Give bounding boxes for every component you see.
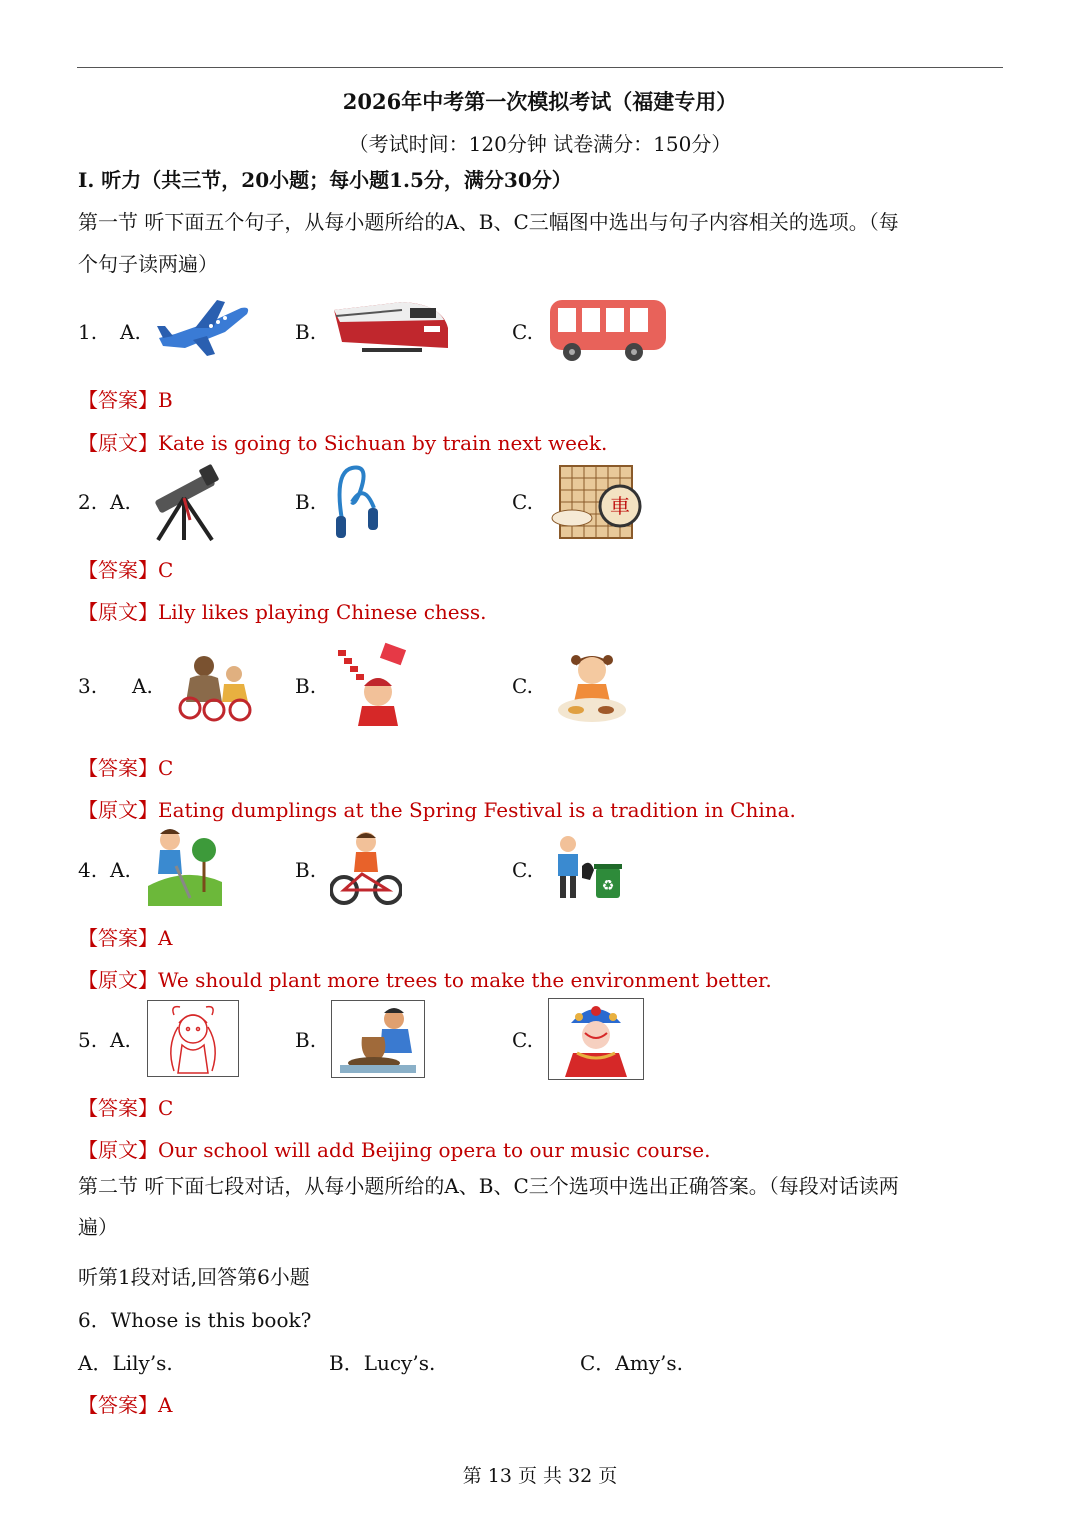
transcript: 【原文】Eating dumplings at the Spring Festival is a tradition in China. — [78, 798, 796, 822]
option-b: B．Lucy’s. — [329, 1351, 436, 1375]
option-c: C．Amy’s. — [580, 1351, 683, 1375]
answer: 【答案】A — [78, 926, 173, 950]
option-c-label: C. — [512, 1028, 533, 1052]
chinese-chess-icon — [548, 462, 644, 542]
girl-eating-icon — [554, 648, 630, 724]
option-c-label: C. — [512, 490, 533, 514]
question-number: 2. — [78, 490, 98, 514]
option-b-label: B. — [295, 858, 317, 882]
part1-instruction-cont: 个句子读两遍） — [78, 252, 218, 276]
header-rule — [77, 67, 1003, 68]
option-c-label: C. — [512, 320, 533, 344]
answer: 【答案】C — [78, 756, 174, 780]
beijing-opera-icon — [548, 998, 644, 1080]
exam-subtitle: （考试时间：120分钟 试卷满分：150分） — [348, 132, 732, 156]
bus-icon — [548, 298, 670, 364]
recycling-icon — [554, 834, 624, 900]
answer: 【答案】C — [78, 558, 174, 582]
option-a: A．Lily’s. — [78, 1351, 173, 1375]
option-a-label: A. — [110, 1028, 131, 1052]
question-number: 3. — [78, 674, 98, 698]
transcript: 【原文】Our school will add Beijing opera to our music course. — [78, 1138, 711, 1162]
option-a-label: A. — [132, 674, 153, 698]
option-b-label: B. — [295, 320, 317, 344]
exam-title: 2026年中考第一次模拟考试（福建专用） — [342, 89, 738, 114]
riding-bike-icon — [330, 830, 402, 906]
part2-instruction-cont: 遍） — [78, 1215, 118, 1239]
pottery-icon — [331, 1000, 425, 1078]
planting-tree-icon — [146, 826, 224, 908]
train-icon — [332, 298, 452, 360]
answer: 【答案】B — [78, 388, 173, 412]
transcript: 【原文】Lily likes playing Chinese chess. — [78, 600, 487, 624]
option-c-label: C. — [512, 858, 533, 882]
question-number: 4. — [78, 858, 98, 882]
transcript: 【原文】Kate is going to Sichuan by train next week. — [78, 431, 608, 455]
firecrackers-icon — [332, 640, 414, 726]
answer: 【答案】A — [78, 1393, 173, 1417]
telescope-icon — [148, 462, 224, 542]
paper-cut-girl-icon — [147, 1000, 239, 1077]
section-heading: I. 听力（共三节，20小题；每小题1.5分，满分30分） — [78, 168, 572, 192]
option-a-label: A. — [110, 858, 131, 882]
question-number: 5. — [78, 1028, 98, 1052]
jump-rope-icon — [330, 462, 386, 542]
option-b-label: B. — [295, 1028, 317, 1052]
question-6: 6．Whose is this book? — [78, 1308, 312, 1332]
question-number: 1. — [78, 320, 98, 344]
svg-text:車: 車 — [610, 494, 630, 518]
part2-instruction: 第二节 听下面七段对话，从每小题所给的A、B、C三个选项中选出正确答案。（每段对话读两 — [78, 1174, 899, 1198]
svg-text:♻: ♻ — [601, 878, 615, 894]
dialog-intro: 听第1段对话,回答第6小题 — [78, 1265, 310, 1289]
option-b-label: B. — [295, 490, 317, 514]
answer: 【答案】C — [78, 1096, 174, 1120]
option-c-label: C. — [512, 674, 533, 698]
part1-instruction: 第一节 听下面五个句子，从每小题所给的A、B、C三幅图中选出与句子内容相关的选项。（每 — [78, 210, 899, 234]
option-b-label: B. — [295, 674, 317, 698]
option-a-label: A. — [120, 320, 141, 344]
transcript: 【原文】We should plant more trees to make the environment better. — [78, 968, 772, 992]
airplane-icon — [155, 298, 253, 360]
page-number: 第 13 页 共 32 页 — [462, 1465, 618, 1487]
option-a-label: A. — [110, 490, 131, 514]
paper-cutting-icon — [168, 646, 264, 722]
